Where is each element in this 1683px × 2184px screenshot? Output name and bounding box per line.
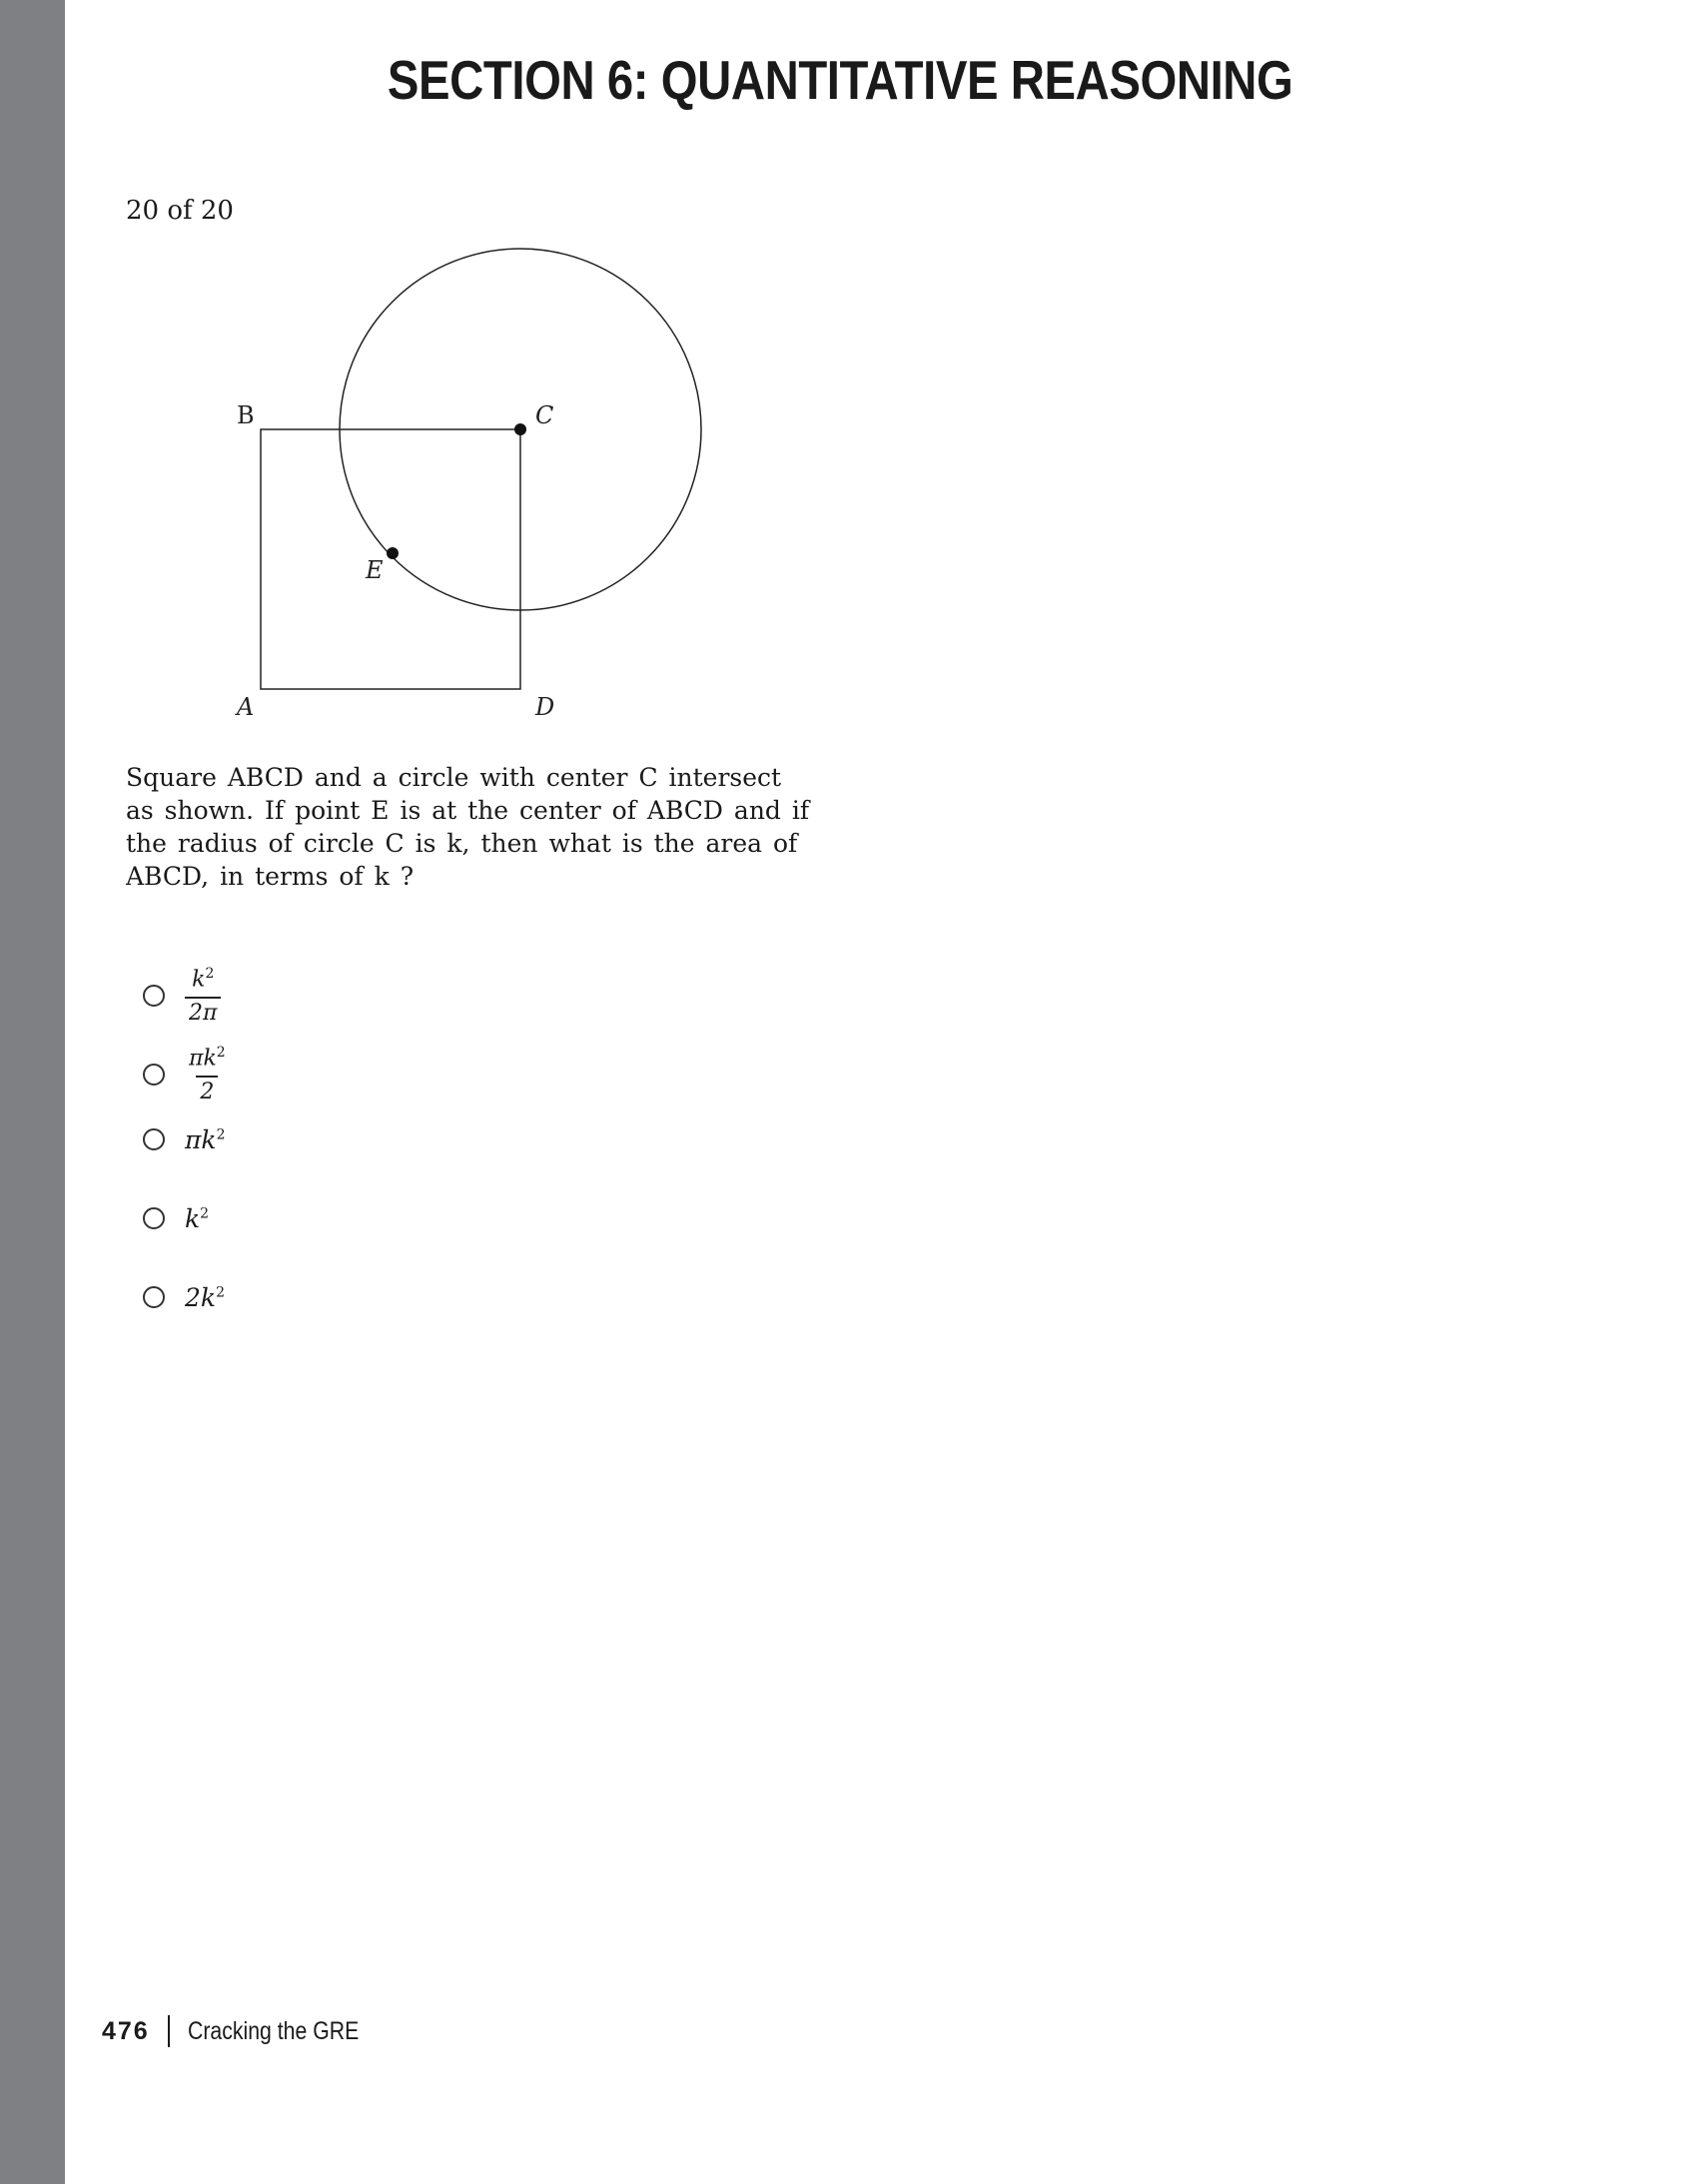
label-c: C (535, 401, 554, 429)
denominator: 2 (196, 1076, 218, 1104)
choice-text: k (185, 1203, 201, 1233)
choice-text: πk (185, 1124, 217, 1154)
exponent: 2 (216, 1045, 226, 1062)
label-b: B (237, 401, 255, 429)
exponent: 2 (216, 1126, 226, 1143)
section-title: SECTION 6: QUANTITATIVE REASONING (387, 49, 1293, 111)
answer-choice-1[interactable] (143, 966, 221, 1026)
choice-text: 2k (185, 1282, 217, 1312)
radio-button[interactable] (143, 985, 165, 1007)
book-title: Cracking the GRE (187, 2016, 359, 2045)
label-a: A (237, 693, 255, 721)
radio-button[interactable] (143, 1128, 165, 1150)
exponent: 2 (200, 1205, 210, 1222)
exponent: 2 (205, 966, 215, 983)
side-bar (0, 0, 65, 2184)
radio-button[interactable] (143, 1286, 165, 1308)
radio-button[interactable] (143, 1207, 165, 1229)
point-e (387, 547, 399, 559)
numerator: k (192, 967, 206, 993)
answer-choice-3[interactable] (143, 1124, 226, 1154)
footer-divider (168, 2015, 170, 2047)
question-counter: 20 of 20 (126, 196, 234, 226)
answer-choice-5[interactable] (143, 1282, 225, 1312)
fraction (185, 966, 221, 1025)
answer-choice-4[interactable] (143, 1203, 209, 1233)
page-footer (102, 2015, 389, 2047)
exponent: 2 (216, 1284, 225, 1301)
question-stem: Square ABCD and a circle with center C intersect as shown. If point E is at the center of ABCD and if the radius of circle C is k, then what is the area of ABCD, in terms of k ? (126, 763, 810, 891)
radio-button[interactable] (143, 1064, 165, 1086)
point-c (514, 423, 526, 435)
numerator: πk (189, 1046, 217, 1072)
page-number: 476 (102, 2016, 150, 2045)
label-d: D (535, 693, 555, 721)
square-abcd (261, 429, 520, 689)
answer-choice-2[interactable] (143, 1045, 230, 1104)
fraction (185, 1045, 230, 1103)
denominator: 2π (185, 997, 221, 1026)
geometry-figure (200, 238, 719, 727)
label-e: E (366, 556, 384, 584)
